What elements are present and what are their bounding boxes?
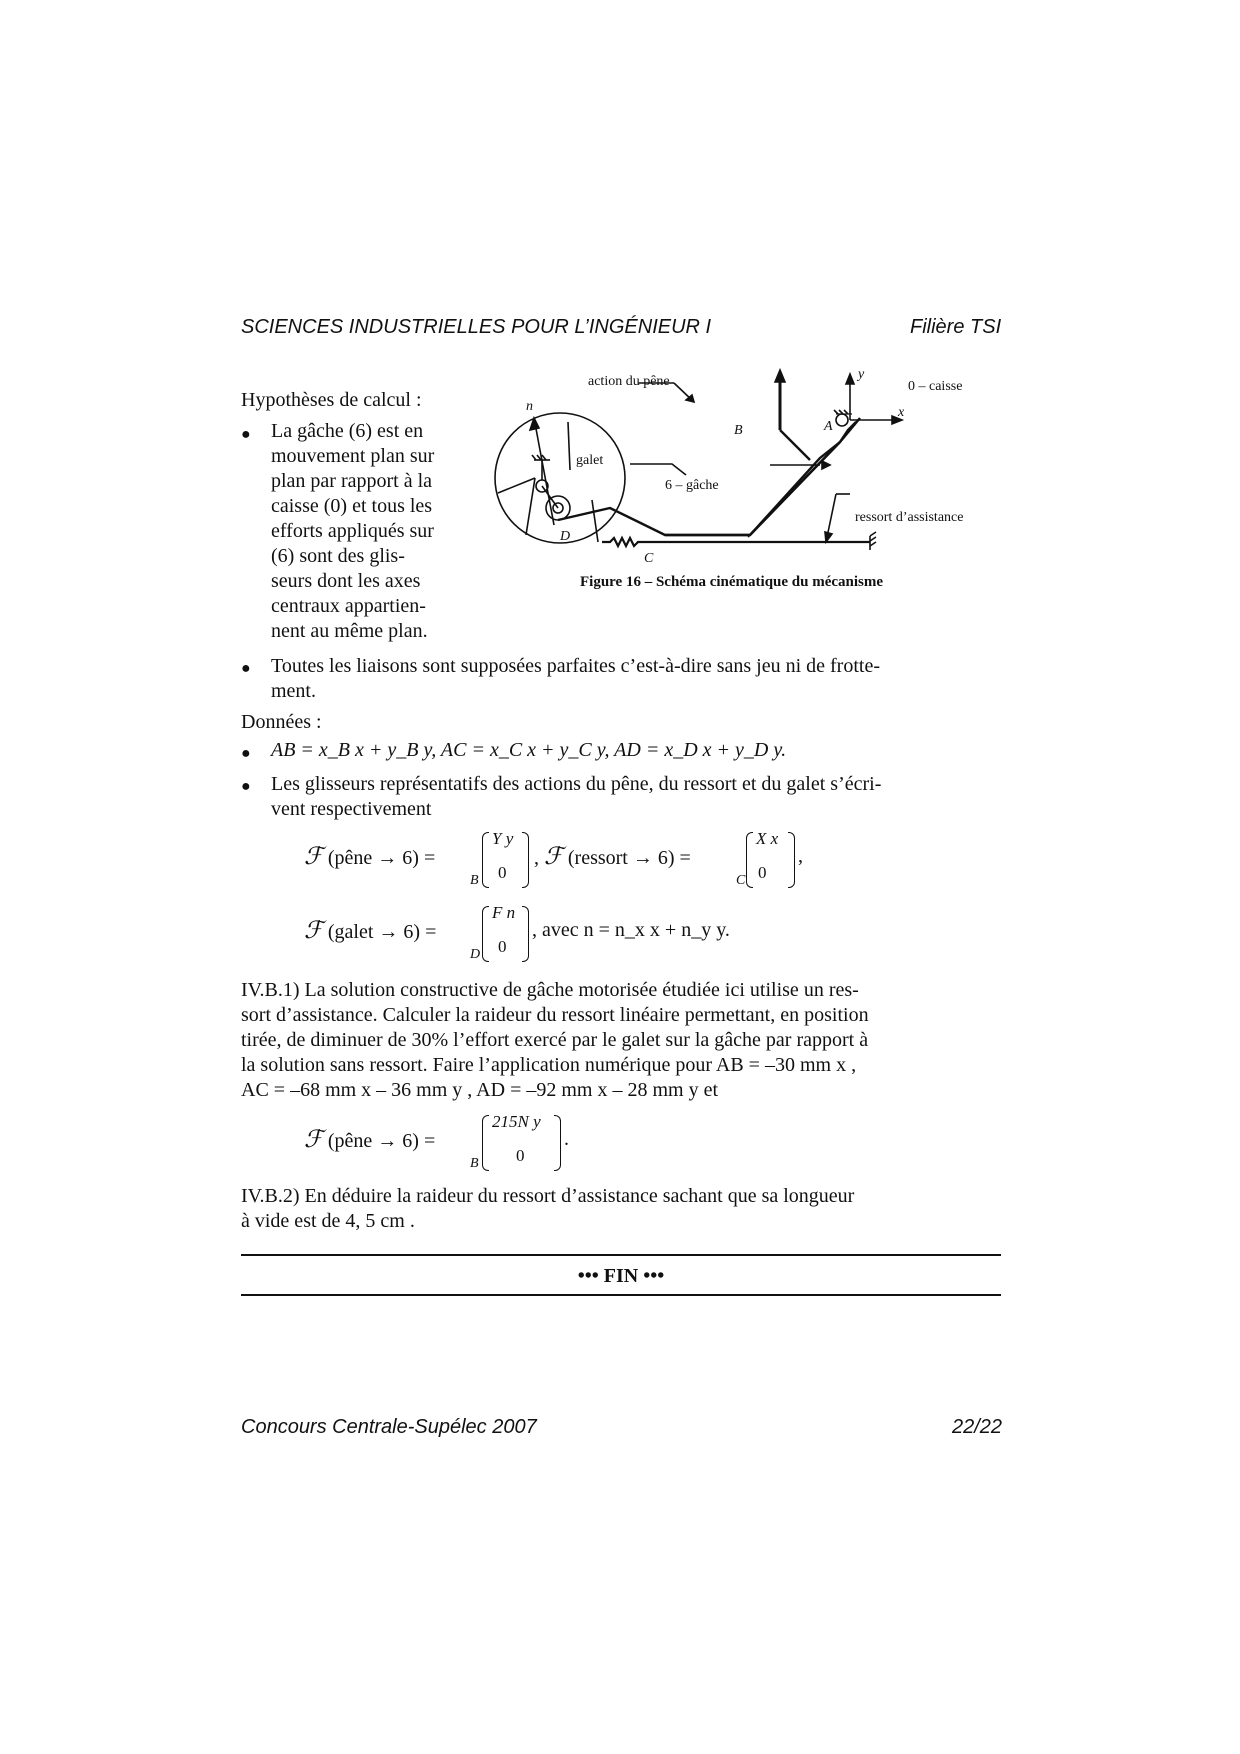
label-B: B (734, 423, 743, 438)
label-A: A (824, 419, 833, 434)
label-n: n (526, 399, 533, 414)
period: . (564, 1128, 569, 1150)
figure-caption: Figure 16 – Schéma cinématique du mécanisme (580, 574, 884, 590)
kinematic-diagram (490, 360, 1010, 600)
spring (602, 538, 870, 546)
divider-bottom (241, 1294, 1001, 1296)
footer-concours: Concours Centrale-Supélec 2007 (241, 1416, 537, 1438)
label-x: x (898, 405, 905, 420)
hypotheses-title: Hypothèses de calcul : (241, 389, 422, 411)
question-1: IV.B.1) La solution constructive de gâche motorisée étudiée ici utilise un res- sort d’assistance. Calculer la raideur du ressort linéaire permettant, en position tirée, de diminuer de 30% l’effort exercé par le galet sur la gâche par rapport à la solution sans ressort. Faire l’application numérique pour AB = –30 mm x , AC = –68 mm x – 36 mm y , AD = –92 mm x – 28 mm y et (241, 979, 869, 1101)
label-gache: 6 – gâche (665, 478, 719, 493)
donnees-title: Données : (241, 711, 322, 733)
header-title: SCIENCES INDUSTRIELLES POUR L’INGÉNIEUR I (241, 316, 712, 338)
bullet-marker: ● (241, 778, 251, 795)
torseur-pene: ℱ (pêne → 6) = (304, 842, 436, 870)
pivot-A (836, 414, 848, 426)
torseur-pene-top: Y y (492, 829, 514, 848)
footer-page-number: 22/22 (952, 1416, 1003, 1438)
torseur-galet-bottom: 0 (498, 937, 507, 956)
torseur-pene-point: B (470, 873, 479, 888)
torseur-numeric-top: 215N y (492, 1112, 541, 1131)
label-C: C (644, 551, 654, 566)
torseur-numeric-point: B (470, 1156, 479, 1171)
bullet-marker: ● (241, 745, 251, 762)
torseur-galet-avec: , avec n = n_x x + n_y y. (532, 919, 730, 941)
comma: , (798, 845, 803, 867)
torseur-pene-numeric: ℱ (pêne → 6) = (304, 1125, 436, 1153)
torseur-pene-bottom: 0 (498, 863, 507, 882)
hypothesis-1: La gâche (6) est en mouvement plan sur plan par rapport à la caisse (0) et tous les efforts appliqués sur (6) sont des glis- seurs dont les axes centraux appartien- nent au même plan. (271, 420, 435, 642)
torseur-ressort-top: X x (756, 829, 779, 848)
bullet-marker: ● (241, 426, 251, 443)
header-filiere: Filière TSI (910, 316, 1002, 338)
label-caisse: 0 – caisse (908, 379, 963, 394)
vector-definitions: AB = x_B x + y_B y, AC = x_C x + y_C y, AD = x_D x + y_D y. (271, 739, 787, 761)
torseur-galet-point: D (470, 947, 481, 962)
divider-top (241, 1254, 1001, 1256)
bullet-marker: ● (241, 660, 251, 677)
torseur-ressort-point: C (736, 873, 746, 888)
label-action: action du pêne (588, 374, 670, 389)
torseur-ressort: , ℱ (ressort → 6) = (534, 842, 691, 870)
question-2: IV.B.2) En déduire la raideur du ressort d’assistance sachant que sa longueur à vide est de 4, 5 cm . (241, 1185, 855, 1232)
torseur-numeric-bottom: 0 (516, 1146, 525, 1165)
wheel-circle (495, 413, 625, 543)
label-D: D (560, 529, 571, 544)
label-ressort: ressort d’assistance (855, 510, 964, 525)
torseur-galet-top: F n (492, 903, 516, 922)
torseur-galet: ℱ (galet → 6) = (304, 916, 437, 944)
torseur-ressort-bottom: 0 (758, 863, 767, 882)
fin-marker: ••• FIN ••• (577, 1265, 665, 1287)
label-y: y (858, 367, 865, 382)
glisseurs-text: Les glisseurs représentatifs des actions du pêne, du ressort et du galet s’écri- vent respectivement (271, 773, 882, 820)
label-galet: galet (576, 453, 604, 468)
hypothesis-2: Toutes les liaisons sont supposées parfaites c’est-à-dire sans jeu ni de frotte- ment. (271, 655, 880, 702)
